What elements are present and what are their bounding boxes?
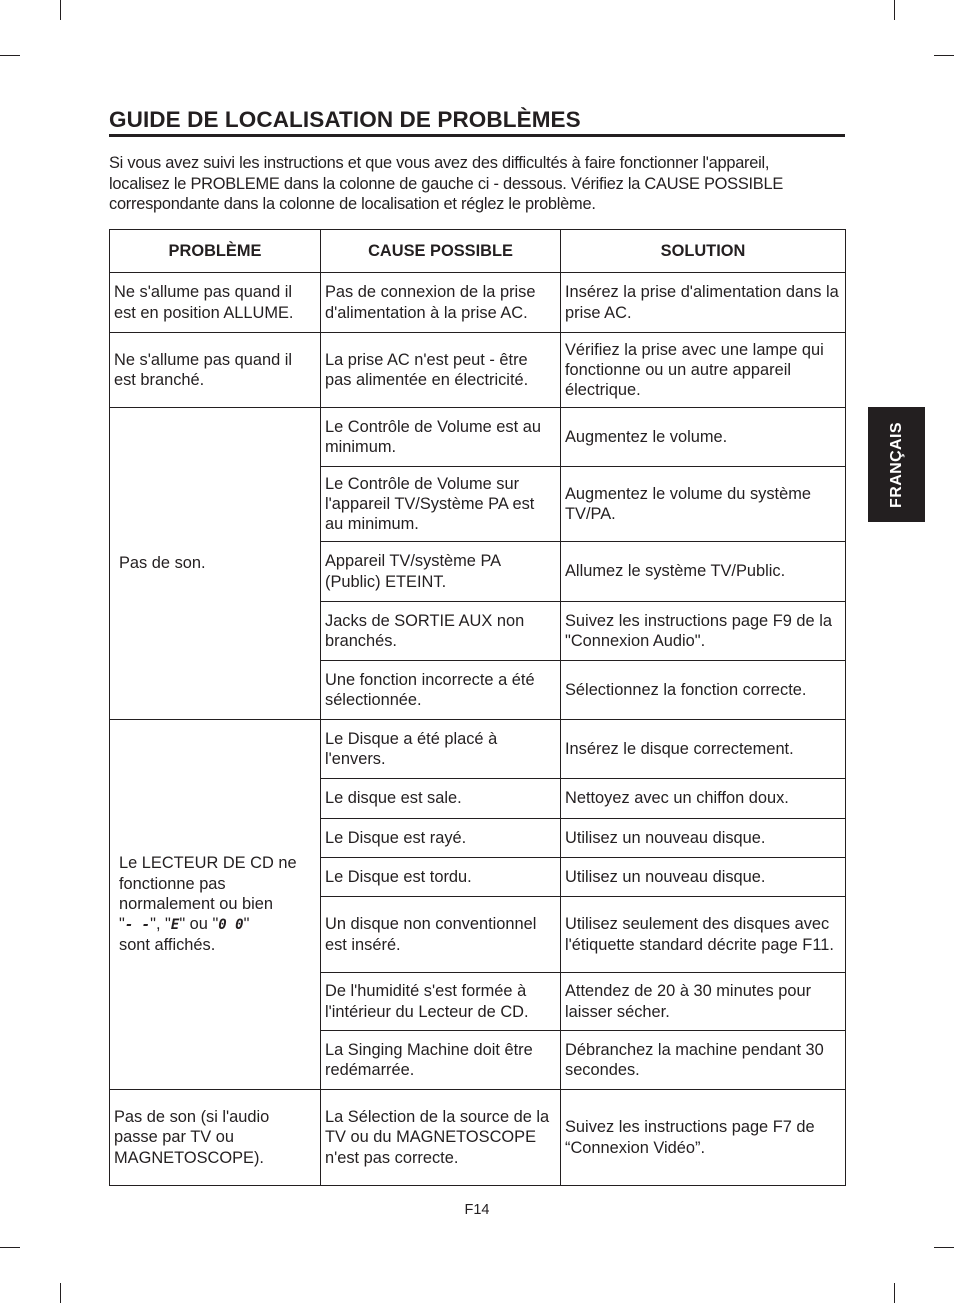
language-tab-label: FRANÇAIS <box>887 421 905 508</box>
problem-text: Le LECTEUR DE CD ne fonctionne pas normalement ou bien <box>119 854 297 913</box>
crop-mark <box>0 1247 20 1248</box>
cause-cell: Un disque non conventionnel est inséré. <box>321 897 561 973</box>
page-number: F14 <box>464 1202 490 1218</box>
title-underline <box>109 134 845 137</box>
problem-cell: Ne s'allume pas quand il est branché. <box>110 333 321 408</box>
intro-paragraph <box>109 153 847 215</box>
table-row <box>110 333 846 408</box>
header-probleme: PROBLÈME <box>110 230 321 273</box>
solution-cell: Attendez de 20 à 30 minutes pour laisser sécher. <box>561 973 846 1031</box>
crop-mark <box>934 1247 954 1248</box>
separator: ", " <box>150 915 171 934</box>
cause-cell: La Singing Machine doit être redémarrée. <box>321 1031 561 1090</box>
solution-cell: Sélectionnez la fonction correcte. <box>561 661 846 720</box>
cause-cell: Pas de connexion de la prise d'alimentation à la prise AC. <box>321 273 561 333</box>
cause-cell: La Sélection de la source de la TV ou du MAGNETOSCOPE n'est pas correcte. <box>321 1090 561 1186</box>
problem-cell <box>110 720 321 1090</box>
display-e-glyph: E <box>170 917 180 934</box>
solution-cell: Insérez le disque correctement. <box>561 720 846 779</box>
crop-mark <box>0 55 20 56</box>
crop-mark <box>934 55 954 56</box>
solution-cell: Augmentez le volume du système TV/PA. <box>561 467 846 542</box>
intro-line: localisez le PROBLEME dans la colonne de gauche ci - dessous. Vérifiez la CAUSE POSSIBLE <box>109 174 784 193</box>
header-cause: CAUSE POSSIBLE <box>321 230 561 273</box>
table-row <box>110 720 846 779</box>
cause-cell: Le Contrôle de Volume est au minimum. <box>321 408 561 467</box>
problem-cell: Pas de son. <box>110 408 321 720</box>
page-title: GUIDE DE LOCALISATION DE PROBLÈMES <box>109 107 581 132</box>
table-row <box>110 408 846 467</box>
cause-cell: La prise AC n'est peut - être pas alimentée en électricité. <box>321 333 561 408</box>
solution-cell: Utilisez seulement des disques avec l'étiquette standard décrite page F11. <box>561 897 846 973</box>
solution-cell: Utilisez un nouveau disque. <box>561 819 846 858</box>
header-solution: SOLUTION <box>561 230 846 273</box>
separator: " ou " <box>179 915 219 934</box>
solution-cell: Suivez les instructions page F9 de la "Connexion Audio". <box>561 602 846 661</box>
troubleshooting-table <box>109 229 846 1186</box>
table-header-row <box>110 230 846 273</box>
crop-mark <box>894 1283 895 1303</box>
cause-cell: Le Contrôle de Volume sur l'appareil TV/Système PA est au minimum. <box>321 467 561 542</box>
intro-line: correspondante dans la colonne de localisation et réglez le problème. <box>109 195 596 213</box>
problem-text: sont affichés. <box>119 936 216 955</box>
solution-cell: Insérez la prise d'alimentation dans la prise AC. <box>561 273 846 333</box>
cause-cell: Le disque est sale. <box>321 779 561 819</box>
cause-cell: De l'humidité s'est formée à l'intérieur du Lecteur de CD. <box>321 973 561 1031</box>
quote: " <box>243 915 250 934</box>
table-row <box>110 1090 846 1186</box>
solution-cell: Augmentez le volume. <box>561 408 846 467</box>
problem-cell: Pas de son (si l'audio passe par TV ou MAGNETOSCOPE). <box>110 1090 321 1186</box>
cause-cell: Le Disque a été placé à l'envers. <box>321 720 561 779</box>
crop-mark <box>60 1283 61 1303</box>
cause-cell: Une fonction incorrecte a été sélectionnée. <box>321 661 561 720</box>
display-dashes-glyph: - - <box>124 917 151 934</box>
problem-cell: Ne s'allume pas quand il est en position ALLUME. <box>110 273 321 333</box>
solution-cell: Utilisez un nouveau disque. <box>561 858 846 897</box>
cause-cell: Jacks de SORTIE AUX non branchés. <box>321 602 561 661</box>
crop-mark <box>894 0 895 20</box>
quote: " <box>119 915 125 934</box>
solution-cell: Allumez le système TV/Public. <box>561 542 846 602</box>
cause-cell: Appareil TV/système PA (Public) ETEINT. <box>321 542 561 602</box>
language-tab <box>868 407 925 522</box>
cause-cell: Le Disque est tordu. <box>321 858 561 897</box>
display-zero-zero-glyph: 0 0 <box>218 917 244 934</box>
crop-mark <box>60 0 61 20</box>
intro-line: Si vous avez suivi les instructions et que vous avez des difficultés à faire fonctionner l'appareil, <box>109 154 770 172</box>
table-row <box>110 273 846 333</box>
solution-cell: Débranchez la machine pendant 30 secondes. <box>561 1031 846 1090</box>
solution-cell: Suivez les instructions page F7 de “Connexion Vidéo”. <box>561 1090 846 1186</box>
solution-cell: Nettoyez avec un chiffon doux. <box>561 779 846 819</box>
cause-cell: Le Disque est rayé. <box>321 819 561 858</box>
solution-cell: Vérifiez la prise avec une lampe qui fonctionne ou un autre appareil électrique. <box>561 333 846 408</box>
